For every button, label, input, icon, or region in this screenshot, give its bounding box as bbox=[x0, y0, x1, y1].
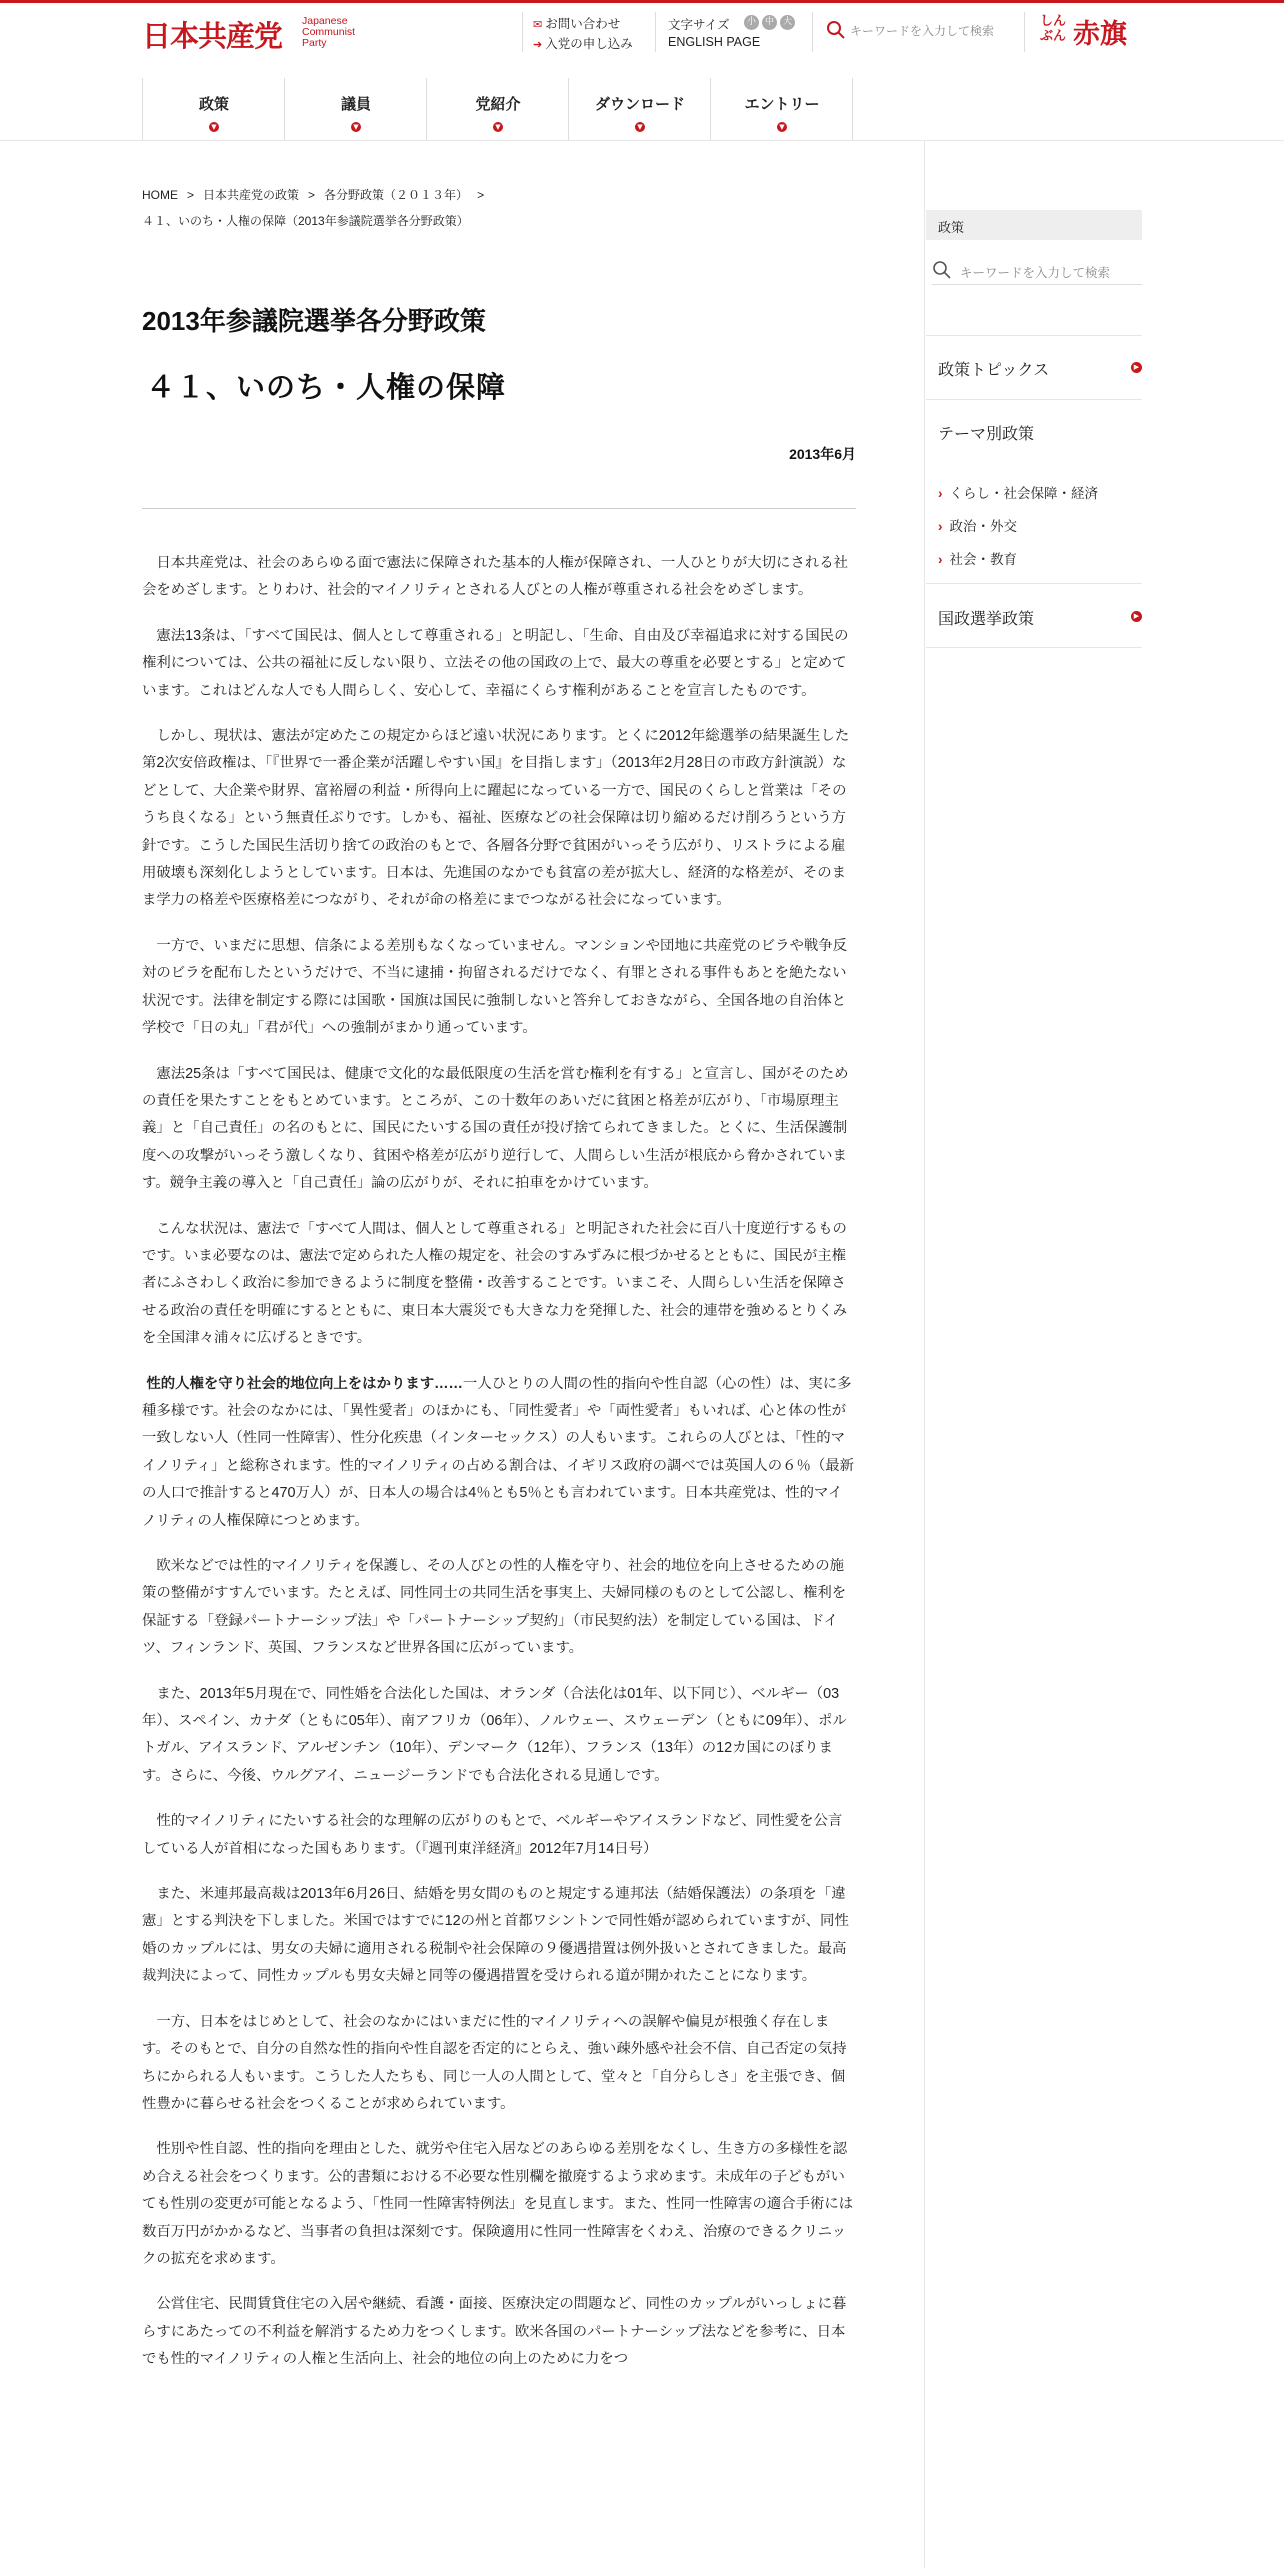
sidebar-search[interactable] bbox=[932, 258, 1142, 285]
nav-bottom-line bbox=[0, 140, 1284, 141]
nav-label: 議員 bbox=[340, 96, 371, 113]
series-title: 2013年参議院選挙各分野政策 bbox=[142, 306, 486, 336]
sidebar-subitem-label: くらし・社会保障・経済 bbox=[949, 486, 1098, 501]
sidebar-line bbox=[926, 399, 1142, 400]
english-page-link[interactable]: ENGLISH PAGE bbox=[668, 35, 761, 49]
nav-item-about[interactable] bbox=[426, 78, 569, 140]
font-size-large-button[interactable]: 大 bbox=[780, 15, 795, 30]
article-paragraph: 欧米などでは性的マイノリティを保護し、その人びとの性的人権を守り、社会的地位を向上させるための施策の整備がすすんでいます。たとえば、同性同士の共同生活を事実上、夫婦同様のものとして公認し、権利を保証する「登録パートナーシップ法」や「パートナーシップ契約」（市民契約法）を制定している国は、ドイツ、フィンランド、英国、フランスなど世界各国に広がっています。 bbox=[142, 1558, 847, 1657]
sidebar-subitem-label: 社会・教育 bbox=[949, 552, 1017, 567]
sidebar-subitem-politics[interactable] bbox=[938, 515, 1017, 535]
page-title: ４１、いのち・人権の保障 bbox=[146, 372, 507, 404]
chevron-icon: › bbox=[938, 519, 943, 534]
font-size-small-button[interactable]: 小 bbox=[744, 15, 759, 30]
header-divider bbox=[655, 12, 656, 52]
chevron-right-icon: ▶ bbox=[1131, 362, 1142, 373]
article-paragraph: 日本共産党は、社会のあらゆる面で憲法に保障された基本的人権が保障され、一人ひとりが大切にされる社会をめざします。とりわけ、社会的マイノリティとされる人びとの人権が尊重される社会をめざします。 bbox=[142, 555, 849, 599]
party-logo-en bbox=[302, 16, 355, 49]
chevron-icon: › bbox=[938, 552, 943, 567]
breadcrumb-policy[interactable]: 日本共産党の政策 bbox=[203, 188, 300, 202]
contact-link[interactable] bbox=[533, 14, 620, 32]
breadcrumb-separator: > bbox=[187, 188, 195, 202]
sidebar-divider bbox=[924, 141, 925, 2568]
nav-label: 党紹介 bbox=[475, 96, 521, 113]
lgbt-heading: 性的人権を守り社会的地位向上をはかります…… bbox=[146, 1375, 463, 1392]
party-logo[interactable]: 日本共産党 bbox=[142, 19, 283, 53]
breadcrumb-home[interactable]: HOME bbox=[142, 188, 178, 202]
header-divider bbox=[522, 12, 523, 52]
nav-item-policy[interactable] bbox=[142, 78, 285, 140]
mail-icon: ✉ bbox=[533, 19, 543, 31]
akahata-small-text bbox=[1040, 14, 1068, 44]
chevron-right-icon: ▶ bbox=[1131, 611, 1142, 622]
header-divider bbox=[812, 12, 813, 52]
nav-divider bbox=[852, 78, 853, 140]
logo-en-line: Communist bbox=[302, 26, 356, 38]
sidebar-item-national[interactable]: 国政選挙政策 bbox=[938, 611, 1035, 628]
breadcrumb-2013[interactable]: 各分野政策（２０１３年） bbox=[324, 188, 469, 202]
nav-label: ダウンロード bbox=[594, 96, 685, 113]
sidebar-subitem-living[interactable] bbox=[938, 482, 1098, 502]
arrow-circle-icon: ➔ bbox=[533, 39, 543, 51]
article-paragraph-lgbt bbox=[142, 1371, 856, 1535]
sidebar-line bbox=[926, 583, 1142, 584]
search-icon bbox=[826, 20, 846, 40]
article-paragraph: 一方で、いまだに思想、信条による差別もなくなっていません。マンションや団地に共産党のビラや戦争反対のビラを配布したというだけで、不当に逮捕・拘留されるだけでなく、有罪とされる事件もあとを絶たない状況です。法律を制定する際には国歌・国旗は国民に強制しないと答弁しておきながら、全国各地の自治体と学校で「日の丸」「君が代」への強制がまかり通っています。 bbox=[142, 937, 848, 1037]
lgbt-text: 一人ひとりの人間の性的指向や性自認（心の性）は、実に多種多様です。社会のなかには、「異性愛者」のほかにも、「同性愛者」や「両性愛者」もいれば、心と体の性が一致しない人（性同一性障害）、性分化疾患（インターセックス）の人もいます。これらの人びとは、「性的マイノリティ」と総称されます。性的マイノリティの占める割合は、イギリス政府の調べでは英国人の６％（最新の人口で推計すると470万人）が、日本人の場合は4％とも5％とも言われています。日本共産党は、性的マイノリティの人権保障につとめます。 bbox=[142, 1375, 855, 1529]
nav-item-download[interactable] bbox=[568, 78, 711, 140]
nav-label: エントリー bbox=[744, 96, 820, 113]
logo-en-line: Japanese bbox=[302, 15, 348, 27]
chevron-down-icon: ▼ bbox=[209, 122, 219, 132]
font-size-medium-button[interactable]: 中 bbox=[762, 15, 777, 30]
top-accent-line bbox=[0, 0, 1284, 3]
article-paragraph: しかし、現状は、憲法が定めたこの規定からほど遠い状況にあります。とくに2012年総選挙の結果誕生した第2次安倍政権は、「『世界で一番企業が活躍しやすい国』を目指します」（2013年2月28日の市政方針演説）などとして、大企業や財界、富裕層の利益・所得向上に躍起になっている一方で、国民のくらしと営業は「そのうち良くなる」という無責任ぶりです。しかも、福祉、医療などの社会保障は切り縮めるだけ削ろうという方針です。こうした国民生活切り捨ての政治のもとで、各層各分野で貧困がいっそう広がり、リストラによる雇用破壊も深刻化しようとしています。日本は、先進国のなかでも貧富の差が拡大し、経済的な格差が、そのまま学力の格差や医療格差につながり、それが命の格差にまでつながる社会になっています。 bbox=[142, 728, 850, 909]
article-paragraph: また、米連邦最高裁は2013年6月26日、結婚を男女間のものと規定する連邦法（結婚保護法）の条項を「違憲」とする判決を下しました。米国ではすでに12の州と首都ワシントンで同性婚が認められていますが、同性婚のカップルには、男女の夫婦に適用される税制や社会保障の９優遇措置は例外扱いとされてきました。最高裁判決によって、同性カップルも男女夫婦と同等の優遇措置を受けられる道が開かれたことになります。 bbox=[142, 1886, 849, 1985]
main-nav bbox=[142, 78, 1142, 140]
nav-label: 政策 bbox=[198, 96, 229, 113]
chevron-down-icon: ▼ bbox=[351, 122, 361, 132]
article-paragraph: 憲法25条は「すべて国民は、健康で文化的な最低限度の生活を営む権利を有する」と宣言し、国がそのための責任を果たすことをもとめています。ところが、この十数年のあいだに貧困と格差が広がり、「市場原理主義」と「自己責任」の名のもとに、国民にたいする国の責任が投げ捨てられてきました。とくに、生活保護制度への攻撃がいっそう激しくなり、貧困や格差が広がり逆行して、人間らしい生活が根底から脅かされています。競争主義の導入と「自己責任」論の広がりが、それに拍車をかけています。 bbox=[142, 1065, 849, 1192]
search-input[interactable]: キーワードを入力して検索 bbox=[850, 24, 995, 38]
chevron-icon: › bbox=[938, 486, 943, 501]
article-paragraph: 公営住宅、民間賃貸住宅の入居や継続、看護・面接、医療決定の問題など、同性のカップルがいっしょに暮らすにあたっての不利益を解消するため力をつくします。欧米各国のパートナーシップ法などを参考に、日本でも性的マイノリティの人権と生活向上、社会的地位の向上のために力をつ bbox=[142, 2296, 847, 2368]
article-paragraph: こんな状況は、憲法で「すべて人間は、個人として尊重される」と明記された社会に百八十度逆行するものです。いま必要なのは、憲法で定められた人権の規定を、社会のすみずみに根づかせるとともに、国民が主権者にふさわしく政治に参加できるように制度を整備・改善することです。いまこそ、人間らしい生活を保障させる政治の責任を明確にするとともに、東日本大震災でも大きな力を発揮した、社会的連帯を強めるとりくみを全国津々浦々に広げるときです。 bbox=[142, 1220, 848, 1347]
sidebar-heading bbox=[926, 210, 1142, 240]
article-paragraph: また、2013年5月現在で、同性婚を合法化した国は、オランダ（合法化は01年、以下同じ）、ベルギー（03年）、スペイン、カナダ（ともに05年）、南アフリカ（06年）、ノルウェー、スウェーデン（ともに09年）、ポルトガル、アイスランド、アルゼンチン（10年）、デンマーク（12年）、フランス（13年）の12カ国にのぼります。さらに、今後、ウルグアイ、ニュージーランドでも合法化される見通しです。 bbox=[142, 1685, 847, 1784]
font-size-label: 文字サイズ bbox=[668, 18, 730, 32]
join-label: 入党の申し込み bbox=[545, 37, 633, 51]
breadcrumb-separator: > bbox=[477, 188, 485, 202]
join-link[interactable] bbox=[533, 34, 633, 52]
header-search[interactable] bbox=[826, 20, 1016, 40]
sidebar-subitem-label: 政治・外交 bbox=[949, 519, 1017, 534]
logo-en-line: Party bbox=[302, 37, 327, 49]
contact-label: お問い合わせ bbox=[545, 17, 621, 31]
breadcrumb bbox=[142, 182, 842, 234]
chevron-down-icon: ▼ bbox=[493, 122, 503, 132]
sidebar-subitem-society[interactable] bbox=[938, 548, 1017, 568]
sidebar-line bbox=[926, 647, 1142, 648]
sidebar-item-themes[interactable]: テーマ別政策 bbox=[938, 426, 1035, 443]
nav-item-members[interactable] bbox=[284, 78, 427, 140]
chevron-down-icon: ▼ bbox=[635, 122, 645, 132]
article-date: 2013年6月 bbox=[789, 446, 856, 462]
title-divider bbox=[142, 508, 856, 509]
search-icon bbox=[932, 260, 952, 280]
sidebar-line bbox=[926, 335, 1142, 336]
article-body bbox=[142, 550, 856, 2392]
article-paragraph: 一方、日本をはじめとして、社会のなかにはいまだに性的マイノリティへの誤解や偏見が根強く存在します。そのもとで、自分の自然な性的指向や性自認を否定的にとらえ、強い疎外感や社会不信、自己否定の気持ちにかられる人もいます。こうした人たちも、同じ一人の人間として、堂々と「自分らしさ」を主張でき、個性豊かに暮らせる社会をつくることが求められています。 bbox=[142, 2013, 847, 2112]
breadcrumb-current: ４１、いのち・人権の保障（2013年参議院選挙各分野政策） bbox=[142, 214, 469, 228]
akahata-logo[interactable]: 赤旗 bbox=[1073, 19, 1127, 50]
breadcrumb-separator: > bbox=[308, 188, 316, 202]
sidebar-heading-label: 政策 bbox=[938, 220, 965, 235]
sidebar-item-topics[interactable]: 政策トピックス bbox=[938, 362, 1050, 379]
article-paragraph: 性別や性自認、性的指向を理由とした、就労や住宅入居などのあらゆる差別をなくし、生き方の多様性を認め合える社会をつくります。公的書類における不必要な性別欄を撤廃するよう求めます。未成年の子どもがいても性別の変更が可能となるよう、「性同一性障害特例法」を見直します。また、性同一性障害の適合手術には数百万円がかかるなど、当事者の負担は深刻です。保険適用に性同一性障害をくわえ、治療のできるクリニックの拡充を求めます。 bbox=[142, 2141, 854, 2267]
chevron-down-icon: ▼ bbox=[777, 122, 787, 132]
akahata-small-label: しんぶん bbox=[1040, 14, 1067, 44]
header-divider bbox=[1024, 12, 1025, 52]
article-paragraph: 憲法13条は、「すべて国民は、個人として尊重される」と明記し、「生命、自由及び幸福追求に対する国民の権利については、公共の福祉に反しない限り、立法その他の国政の上で、最大の尊重を必要とする」と定めています。これはどんな人でも人間らしく、安心して、幸福にくらす権利があることを宣言したものです。 bbox=[142, 627, 849, 699]
article-paragraph: 性的マイノリティにたいする社会的な理解の広がりのもとで、ベルギーやアイスランドなど、同性愛を公言している人が首相になった国もあります。（『週刊東洋経済』2012年7月14日号） bbox=[142, 1813, 843, 1857]
nav-item-entry[interactable] bbox=[710, 78, 853, 140]
sidebar-search-input[interactable]: キーワードを入力して検索 bbox=[960, 266, 1111, 280]
